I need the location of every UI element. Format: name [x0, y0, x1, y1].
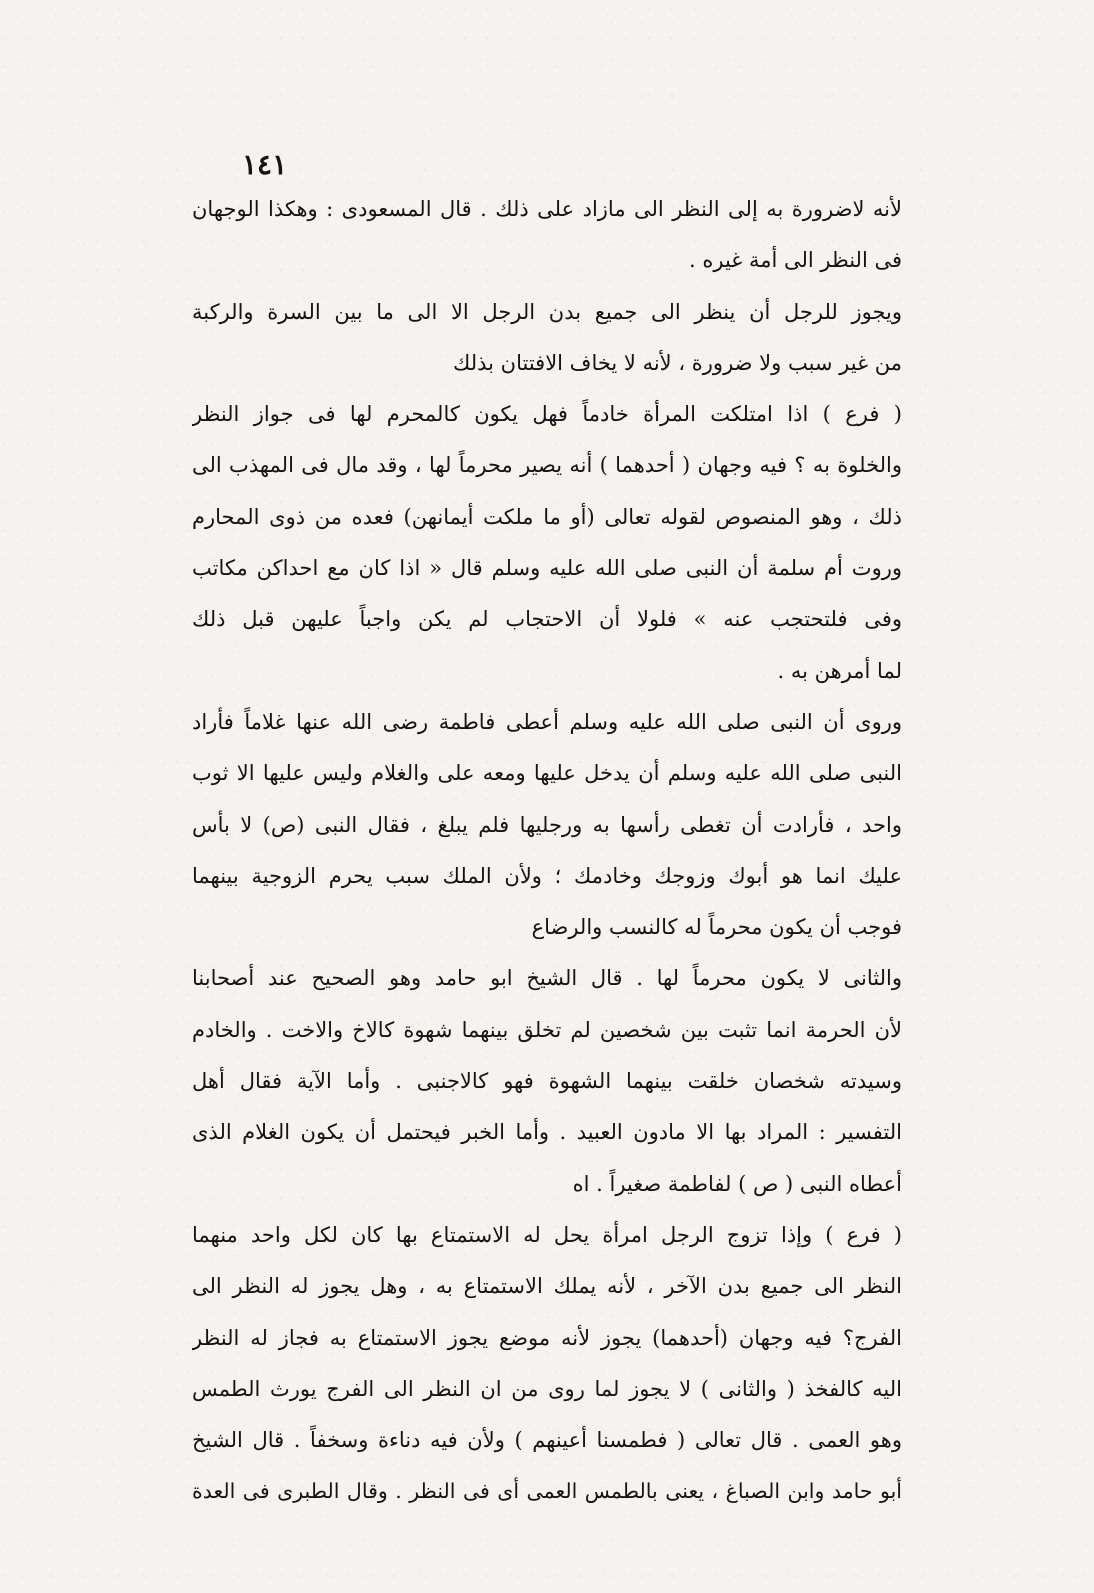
text-line: وهو العمى . قال تعالى ( فطمسنا أعينهم ) ولأن فيه دناءة وسخفاً . قال الشيخ [192, 1428, 902, 1453]
text-line: من غير سبب ولا ضرورة ، لأنه لا يخاف الافتتان بذلك [453, 350, 902, 375]
text-line: فى النظر الى أمة غيره . [689, 248, 902, 273]
text-line: لأنه لاضرورة به إلى النظر الى مازاد على ذلك . قال المسعودى : وهكذا الوجهان [192, 197, 902, 221]
text-line: أعطاه النبى ( ص ) لفاطمة صغيراً . اه [572, 1171, 902, 1196]
body-text [192, 184, 902, 1518]
text-line: أبو حامد وابن الصباغ ، يعنى بالطمس العمى أى فى النظر . وقال الطبرى فى العدة [192, 1479, 902, 1504]
text-line: واحد ، فأرادت أن تغطى رأسها به ورجليها فلم يبلغ ، فقال النبى (ص) لا بأس [192, 812, 902, 837]
text-line: والخلوة به ؟ فيه وجهان ( أحدهما ) أنه يصير محرماً لها ، وقد مال فى المهذب الى [192, 453, 902, 478]
text-line: النبى صلى الله عليه وسلم أن يدخل عليها ومعه على والغلام وليس عليها الا ثوب [192, 761, 902, 786]
text-line: ذلك ، وهو المنصوص لقوله تعالى (أو ما ملكت أيمانهن) فعده من ذوى المحارم [192, 504, 902, 529]
text-line: وروى أن النبى صلى الله عليه وسلم أعطى فاطمة رضى الله عنها غلاماً فأراد [192, 709, 902, 734]
page-number: ١٤١ [242, 148, 288, 181]
text-line: ( فرع ) وإذا تزوج الرجل امرأة يحل له الاستمتاع بها كان لكل واحد منهما [192, 1222, 902, 1247]
text-line: ويجوز للرجل أن ينظر الى جميع بدن الرجل الا الى ما بين السرة والركبة [192, 299, 902, 324]
text-line: وفى فلتحتجب عنه » فلولا أن الاحتجاب لم يكن واجباً عليهن قبل ذلك [192, 607, 902, 632]
text-line: النظر الى جميع بدن الآخر ، لأنه يملك الاستمتاع به ، وهل يجوز له النظر الى [192, 1274, 902, 1299]
text-line: عليك انما هو أبوك وزوجك وخادمك ؛ ولأن الملك سبب يحرم الزوجية بينهما [192, 863, 902, 888]
text-line: التفسير : المراد بها الا مادون العبيد . وأما الخبر فيحتمل أن يكون الغلام الذى [192, 1120, 902, 1145]
text-line: فوجب أن يكون محرماً له كالنسب والرضاع [531, 915, 902, 940]
text-line: لما أمرهن به . [777, 658, 902, 683]
text-line: لأن الحرمة انما تثبت بين شخصين لم تخلق بينهما شهوة كالاخ والاخت . والخادم [192, 1017, 902, 1042]
text-line: اليه كالفخذ ( والثانى ) لا يجوز لما روى من ان النظر الى الفرج يورث الطمس [192, 1376, 902, 1401]
text-line: الفرج؟ فيه وجهان (أحدهما) يجوز لأنه موضع يجوز الاستمتاع به فجاز له النظر [192, 1325, 902, 1350]
text-line: وسيدته شخصان خلقت بينهما الشهوة فهو كالاجنبى . وأما الآية فقال أهل [192, 1069, 902, 1094]
text-line: وروت أم سلمة أن النبى صلى الله عليه وسلم قال « اذا كان مع احداكن مكاتب [192, 556, 902, 581]
text-line: والثانى لا يكون محرماً لها . قال الشيخ ابو حامد وهو الصحيح عند أصحابنا [192, 966, 902, 991]
text-line: ( فرع ) اذا امتلكت المرأة خادماً فهل يكون كالمحرم لها فى جواز النظر [192, 402, 902, 427]
